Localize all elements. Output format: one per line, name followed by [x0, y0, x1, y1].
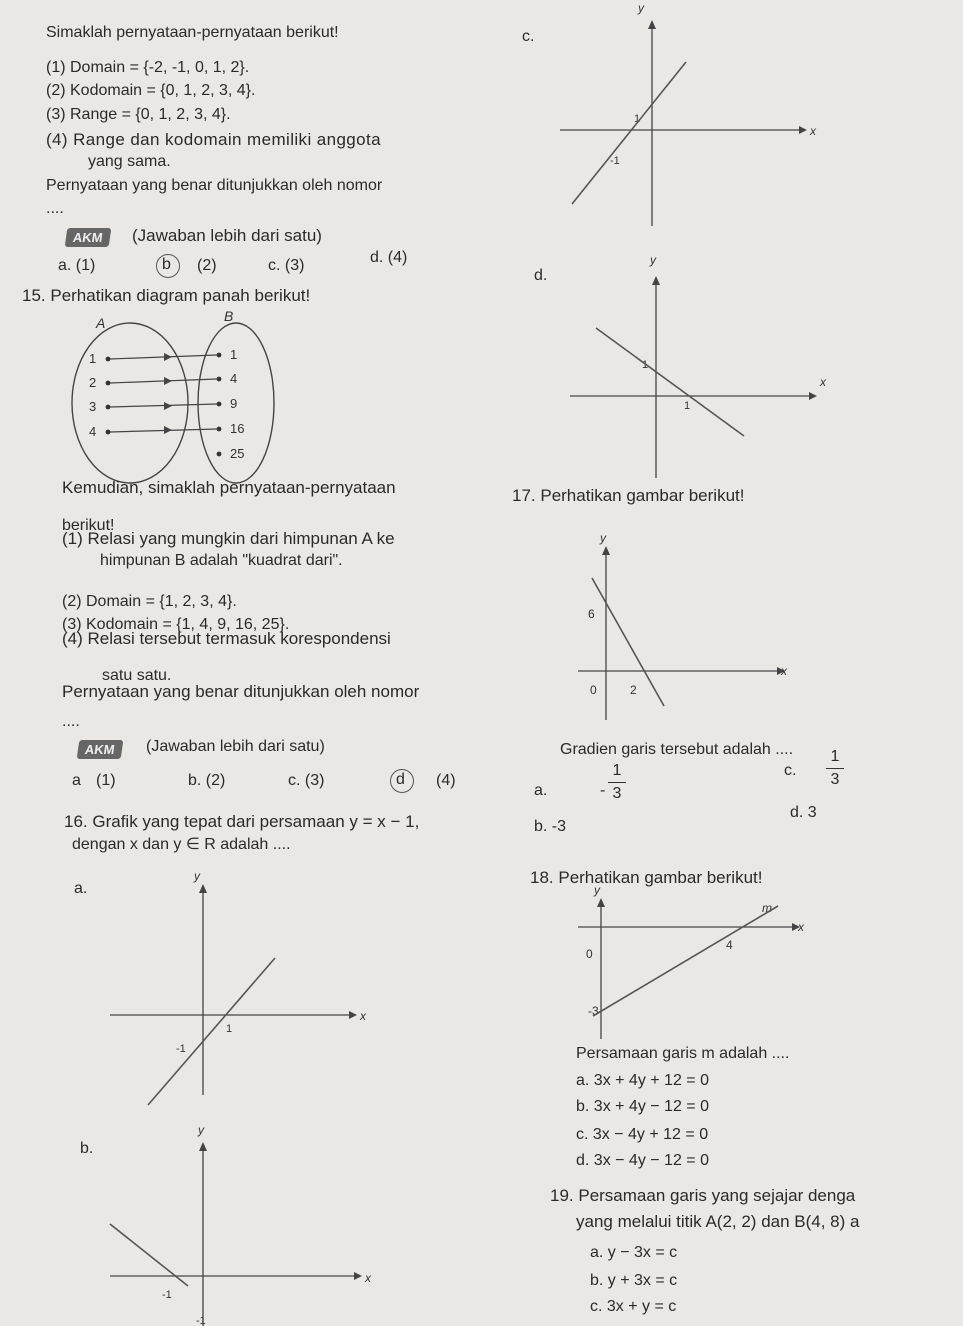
q17-option-c-fraction — [826, 748, 844, 789]
q15-note: (Jawaban lebih dari satu) — [146, 738, 325, 755]
q14-statement-4: (4) Range dan kodomain memiliki anggota — [46, 130, 381, 149]
set-a-dot — [106, 430, 111, 435]
q16-line-1: 16. Grafik yang tepat dari persamaan y = x − 1, — [64, 812, 420, 831]
y-axis-label: y — [638, 1, 644, 15]
set-b-dot — [217, 452, 222, 457]
arrowhead — [648, 20, 656, 29]
tick-label: 1 — [226, 1023, 233, 1035]
graph-q17 — [578, 530, 808, 730]
akm-badge: AKM — [65, 228, 111, 247]
y-axis-label: y — [600, 531, 606, 545]
y-axis-label: y — [594, 883, 600, 897]
q15-after-1: Kemudian, simaklah pernyataan-pernyataan — [62, 478, 396, 497]
graph-option-c — [560, 1, 820, 234]
q14-statement-1: (1) Domain = {-2, -1, 0, 1, 2}. — [46, 59, 250, 76]
q14-dots: .... — [46, 200, 64, 217]
q16-option-c[interactable]: c. — [522, 28, 535, 45]
q15-statement-4: (4) Relasi tersebut termasuk korespondensi — [62, 629, 391, 648]
q14-option-b-letter[interactable]: b — [162, 256, 171, 273]
arrow-diagram — [72, 305, 272, 485]
graph-option-b — [110, 1123, 390, 1326]
q17-option-d[interactable]: d. 3 — [790, 804, 817, 821]
line-label: m — [762, 901, 772, 915]
akm-badge: AKM — [77, 740, 123, 759]
tick-label: 1 — [634, 113, 641, 125]
q14-option-b[interactable]: (2) — [197, 257, 217, 274]
q15-option-a-letter[interactable]: a — [72, 772, 81, 789]
q19-option-a[interactable]: a. y − 3x = c — [590, 1244, 678, 1261]
q18-title: 18. Perhatikan gambar berikut! — [530, 868, 763, 887]
x-axis-label: x — [365, 1271, 371, 1285]
set-a-element: 1 — [89, 351, 97, 366]
q14-statement-3: (3) Range = {0, 1, 2, 3, 4}. — [46, 106, 231, 123]
arrowhead — [164, 426, 172, 434]
mapping-arrow — [110, 404, 217, 407]
set-b-element: 9 — [230, 396, 238, 411]
x-axis-label: x — [810, 124, 816, 138]
arrowhead — [164, 377, 172, 385]
graph-line — [572, 62, 686, 204]
set-b-element: 1 — [230, 347, 238, 362]
q18-question: Persamaan garis m adalah .... — [576, 1045, 790, 1062]
q15-statement-1-cont: himpunan B adalah "kuadrat dari". — [100, 552, 343, 569]
q17-title: 17. Perhatikan gambar berikut! — [512, 486, 745, 505]
q15-option-b[interactable]: b. (2) — [188, 772, 226, 789]
q14-option-d[interactable]: d. (4) — [370, 249, 408, 266]
tick-label: -1 — [162, 1289, 172, 1301]
q17-question: Gradien garis tersebut adalah .... — [560, 741, 794, 758]
x-intercept-label: 2 — [630, 683, 637, 697]
graph-line — [592, 578, 664, 706]
set-b-label: B — [224, 308, 234, 324]
y-intercept-label: -3 — [588, 1004, 599, 1018]
tick-label: -1 — [610, 155, 620, 167]
q15-dots: .... — [62, 713, 80, 730]
q18-option-a[interactable]: a. 3x + 4y + 12 = 0 — [576, 1072, 709, 1089]
q15-statement-4-cont: satu satu. — [102, 667, 172, 684]
set-b-dot — [217, 427, 222, 432]
q15-prompt: Pernyataan yang benar ditunjukkan oleh nomor — [62, 682, 420, 701]
q19-line-1: 19. Persamaan garis yang sejajar denga — [550, 1186, 856, 1205]
q19-option-b[interactable]: b. y + 3x = c — [590, 1272, 678, 1289]
arrowhead — [652, 276, 660, 285]
q17-option-b[interactable]: b. -3 — [534, 818, 567, 835]
arrowhead — [602, 546, 610, 555]
x-axis-label: x — [820, 375, 826, 389]
q14-prompt: Pernyataan yang benar ditunjukkan oleh nomor — [46, 177, 383, 194]
q14-option-c[interactable]: c. (3) — [268, 257, 305, 274]
set-b-element: 16 — [230, 421, 245, 436]
tick-label: 1 — [684, 400, 691, 412]
q14-instruction: Simaklah pernyataan-pernyataan berikut! — [46, 24, 339, 41]
set-b-dot — [217, 377, 222, 382]
q15-title: 15. Perhatikan diagram panah berikut! — [22, 286, 311, 305]
set-b-dot — [217, 353, 222, 358]
q18-option-b[interactable]: b. 3x + 4y − 12 = 0 — [576, 1098, 709, 1115]
x-axis-label: x — [798, 920, 804, 934]
y-axis-label: y — [194, 869, 200, 883]
x-axis-label: x — [360, 1009, 366, 1023]
arrowhead — [354, 1272, 362, 1280]
q19-option-c[interactable]: c. 3x + y = c — [590, 1298, 677, 1315]
set-a-label: A — [96, 315, 106, 331]
q14-note: (Jawaban lebih dari satu) — [132, 226, 322, 245]
y-axis-label: y — [198, 1123, 204, 1137]
set-a-dot — [106, 381, 111, 386]
q14-statement-2: (2) Kodomain = {0, 1, 2, 3, 4}. — [46, 82, 256, 99]
tick-label: 1 — [642, 359, 649, 371]
graph-option-d — [570, 253, 840, 486]
y-axis-label: y — [650, 253, 656, 267]
q15-statement-1: (1) Relasi yang mungkin dari himpunan A ke — [62, 529, 395, 548]
set-b-element: 25 — [230, 446, 245, 461]
arrowhead — [164, 353, 172, 361]
arrowhead — [199, 884, 207, 893]
q16-option-b[interactable]: b. — [80, 1140, 94, 1157]
set-a-element: 4 — [89, 424, 97, 439]
q18-option-c[interactable]: c. 3x − 4y + 12 = 0 — [576, 1126, 709, 1143]
q19-line-2: yang melalui titik A(2, 2) dan B(4, 8) a — [576, 1212, 860, 1231]
set-b-element: 4 — [230, 371, 238, 386]
q16-option-d[interactable]: d. — [534, 267, 548, 284]
q15-statement-2: (2) Domain = {1, 2, 3, 4}. — [62, 593, 237, 610]
mapping-arrow — [110, 379, 217, 383]
arrowhead — [799, 126, 807, 134]
arrowhead — [199, 1142, 207, 1151]
arrowhead — [597, 898, 605, 907]
graph-line — [110, 1224, 188, 1286]
q18-option-d[interactable]: d. 3x − 4y − 12 = 0 — [576, 1152, 709, 1169]
q15-option-c[interactable]: c. (3) — [288, 772, 325, 789]
set-a-element: 2 — [89, 375, 97, 390]
q15-after-2: berikut! — [62, 517, 115, 534]
q14-statement-4-cont: yang sama. — [88, 153, 171, 170]
line-m — [593, 906, 778, 1016]
q16-option-a[interactable]: a. — [74, 880, 88, 897]
graph-line — [596, 328, 744, 436]
q17-option-a-fraction — [608, 762, 626, 803]
graph-option-a — [110, 869, 370, 1100]
set-b-dot — [217, 402, 222, 407]
y-intercept-label: 6 — [588, 607, 595, 621]
origin-label: 0 — [590, 683, 597, 697]
graph-line — [148, 958, 275, 1105]
fraction-denominator: 3 — [830, 771, 840, 788]
graph-q18 — [578, 883, 818, 1044]
q15-option-d[interactable]: (4) — [436, 772, 456, 789]
arrowhead — [164, 402, 172, 410]
set-a-dot — [106, 357, 111, 362]
tick-label: -1 — [196, 1315, 206, 1326]
tick-label: -1 — [176, 1043, 186, 1055]
q14-option-a[interactable]: a. (1) — [58, 257, 96, 274]
q17-option-a-sign: - — [600, 782, 606, 799]
set-a-dot — [106, 405, 111, 410]
arrowhead — [349, 1011, 357, 1019]
x-intercept-label: 4 — [726, 938, 733, 952]
q15-statement-3: (3) Kodomain = {1, 4, 9, 16, 25}. — [62, 616, 290, 633]
mapping-arrow — [110, 355, 217, 359]
q17-option-c-label[interactable]: c. — [784, 762, 797, 779]
x-axis-label: x — [781, 664, 787, 678]
q16-line-2: dengan x dan y ∈ R adalah .... — [72, 836, 291, 853]
set-a-element: 3 — [89, 399, 97, 414]
q15-option-d-letter[interactable]: d — [396, 771, 405, 788]
fraction-numerator: 1 — [830, 748, 840, 765]
origin-label: 0 — [586, 947, 593, 961]
q15-option-a[interactable]: (1) — [96, 772, 116, 789]
fraction-denominator: 3 — [612, 785, 622, 802]
arrowhead — [809, 392, 817, 400]
fraction-numerator: 1 — [612, 762, 622, 779]
q17-option-a-label[interactable]: a. — [534, 782, 548, 799]
